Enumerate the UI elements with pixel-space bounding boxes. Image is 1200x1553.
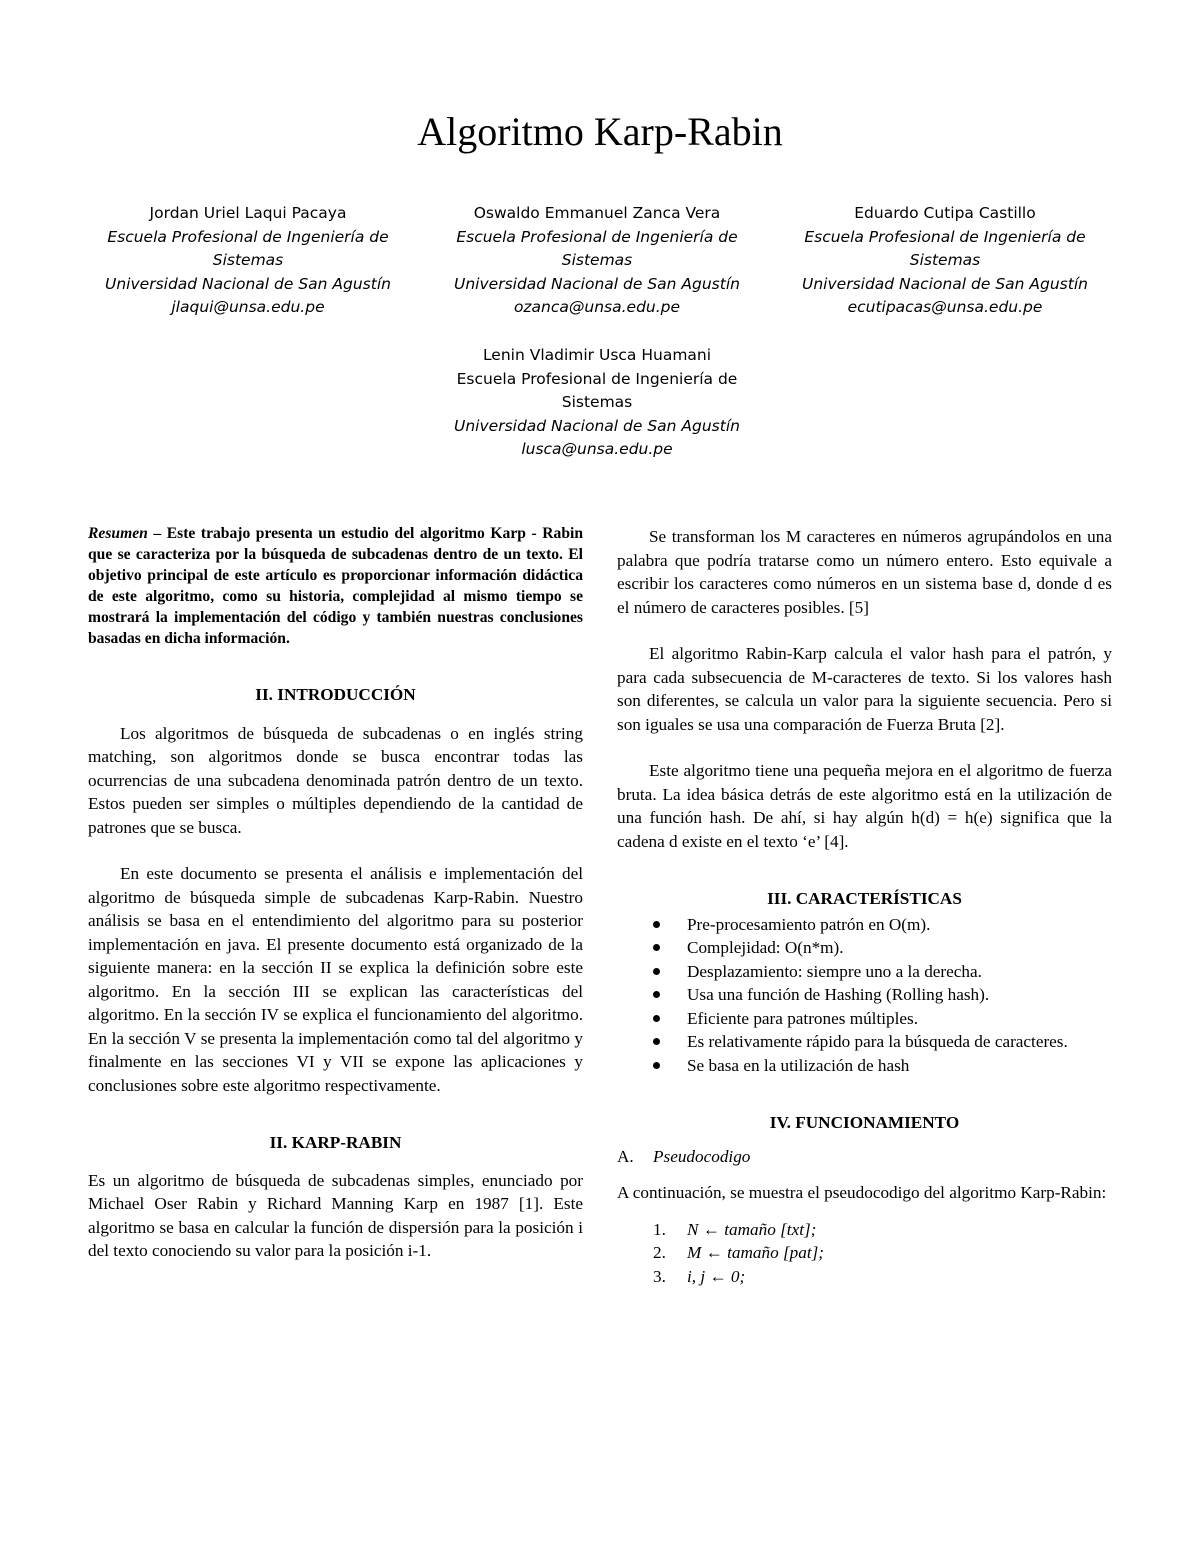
author-university: Universidad Nacional de San Agustín bbox=[454, 416, 740, 435]
abstract bbox=[88, 523, 583, 649]
left-column bbox=[88, 523, 583, 1263]
list-item: Es relativamente rápido para la búsqueda de caracteres. bbox=[617, 1030, 1112, 1054]
intro-paragraph-1: Los algoritmos de búsqueda de subcadenas o en inglés string matching, son algoritmos donde se busca encontrar todas las ocurrencias de una subcadena denominada patrón dentro de un texto. Estos pueden ser simples o múltiples dependiendo de la cantidad de patrones que se busca. bbox=[88, 723, 583, 837]
section-heading-introduccion: II. INTRODUCCIÓN bbox=[255, 685, 416, 704]
abstract-text: – Este trabajo presenta un estudio del algoritmo Karp - Rabin que se caracteriza por la búsqueda de subcadenas dentro de un texto. El objetivo principal de este artículo es proporcionar información didáctica de este algoritmo, como su historia, complejidad al mismo tiempo se mostrará la implementación del código y también nuestras conclusiones basadas en dicha información. bbox=[88, 525, 583, 647]
bullet-icon bbox=[653, 1062, 660, 1069]
intro-paragraph-2: En este documento se presenta el análisis e implementación del algoritmo de búsqueda simple de subcadenas Karp-Rabin. Nuestro análisis se basa en el entendimiento del algoritmo para su posterior implementación en java. El presente documento está organizado de la siguiente manera: en la sección II se explica la definición sobre este algoritmo. En la sección III se explican las características del algoritmo. En la sección IV se explica el funcionamiento del algoritmo. En la sección V se presenta la implementación como tal del algoritmo y finalmente en las secciones VI y VII se expone las aplicaciones y conclusiones sobre este algoritmo respectivamente. bbox=[88, 864, 583, 1095]
right-column bbox=[617, 525, 1112, 1288]
bullet-icon bbox=[653, 944, 660, 951]
pseudocode-list bbox=[617, 1218, 1112, 1289]
author-name: Jordan Uriel Laqui Pacaya bbox=[149, 204, 347, 222]
author-email[interactable]: ozanca@unsa.edu.pe bbox=[513, 298, 681, 316]
code-line: 2. M ← tamaño [pat]; bbox=[617, 1241, 1112, 1265]
right-paragraph-1: Se transforman los M caracteres en números agrupándolos en una palabra que podría tratarse como un número entero. Esto equivale a escribir los caracteres como números en un sistema base d, donde d es el número de caracteres posibles. [5] bbox=[617, 527, 1112, 617]
author-block-4 bbox=[432, 344, 762, 462]
author-block-1 bbox=[83, 202, 413, 320]
author-email[interactable]: lusca@unsa.edu.pe bbox=[521, 440, 673, 458]
author-school: Escuela Profesional de Ingeniería de Sistemas bbox=[456, 227, 738, 269]
author-school: Escuela Profesional de Ingeniería de Sistemas bbox=[456, 369, 738, 411]
list-item: Se basa en la utilización de hash bbox=[617, 1054, 1112, 1078]
author-block-2 bbox=[432, 202, 762, 320]
author-school: Escuela Profesional de Ingeniería de Sistemas bbox=[107, 227, 389, 269]
section-heading-karp-rabin: II. KARP-RABIN bbox=[269, 1133, 402, 1152]
author-university: Universidad Nacional de San Agustín bbox=[454, 274, 740, 293]
bullet-icon bbox=[653, 1015, 660, 1022]
list-item: Eficiente para patrones múltiples. bbox=[617, 1007, 1112, 1031]
right-paragraph-3: Este algoritmo tiene una pequeña mejora en el algoritmo de fuerza bruta. La idea básica detrás de este algoritmo está en la utilización de una función hash. De ahí, si hay algún h(d) = h(e) significa que la cadena d existe en el texto ‘e’ [4]. bbox=[617, 761, 1112, 851]
code-line: 1. N ← tamaño [txt]; bbox=[617, 1218, 1112, 1242]
author-name: Lenin Vladimir Usca Huamani bbox=[482, 346, 712, 364]
list-item: Complejidad: O(n*m). bbox=[617, 936, 1112, 960]
features-list bbox=[617, 913, 1112, 1078]
bullet-icon bbox=[653, 921, 660, 928]
karp-paragraph-1: Es un algoritmo de búsqueda de subcadenas simples, enunciado por Michael Oser Rabin y Richard Manning Karp en 1987 [1]. Este algoritmo se basa en calcular la función de dispersión para la posición i del texto conociendo su valor para la posición i-1. bbox=[88, 1170, 583, 1260]
subsection-title: Pseudocodigo bbox=[653, 1146, 751, 1166]
author-email[interactable]: ecutipacas@unsa.edu.pe bbox=[847, 298, 1043, 316]
code-line-number: 2. bbox=[653, 1243, 666, 1262]
author-university: Universidad Nacional de San Agustín bbox=[802, 274, 1088, 293]
bullet-icon bbox=[653, 991, 660, 998]
author-email[interactable]: jlaqui@unsa.edu.pe bbox=[171, 298, 325, 316]
subsection-heading-pseudocodigo bbox=[617, 1145, 1112, 1169]
list-item: Pre-procesamiento patrón en O(m). bbox=[617, 913, 1112, 937]
section-heading-caracteristicas: III. CARACTERÍSTICAS bbox=[767, 889, 962, 908]
abstract-label: Resumen bbox=[88, 525, 148, 542]
list-item: Desplazamiento: siempre uno a la derecha. bbox=[617, 960, 1112, 984]
right-paragraph-2: El algoritmo Rabin-Karp calcula el valor hash para el patrón, y para cada subsecuencia de M-caracteres de texto. Si los valores hash son diferentes, se calcula un valor para la siguiente secuencia. Pero si son iguales se usa una comparación de Fuerza Bruta [2]. bbox=[617, 644, 1112, 734]
code-line-number: 3. bbox=[653, 1266, 666, 1286]
author-block-3 bbox=[780, 202, 1110, 320]
code-line-number: 1. bbox=[653, 1219, 666, 1239]
author-name: Oswaldo Emmanuel Zanca Vera bbox=[473, 204, 721, 222]
functioning-paragraph-1: A continuación, se muestra el pseudocodigo del algoritmo Karp-Rabin: bbox=[617, 1183, 1107, 1202]
bullet-icon bbox=[653, 1038, 660, 1045]
paper-title: Algoritmo Karp-Rabin bbox=[417, 109, 783, 154]
author-name: Eduardo Cutipa Castillo bbox=[854, 204, 1036, 222]
bullet-icon bbox=[653, 968, 660, 975]
author-school: Escuela Profesional de Ingeniería de Sistemas bbox=[804, 227, 1086, 269]
author-university: Universidad Nacional de San Agustín bbox=[105, 274, 391, 293]
subsection-label: A. bbox=[617, 1146, 634, 1166]
section-heading-funcionamiento: IV. FUNCIONAMIENTO bbox=[769, 1113, 960, 1132]
list-item: Usa una función de Hashing (Rolling hash). bbox=[617, 983, 1112, 1007]
code-line: 3. i, j ← 0; bbox=[617, 1265, 1112, 1289]
